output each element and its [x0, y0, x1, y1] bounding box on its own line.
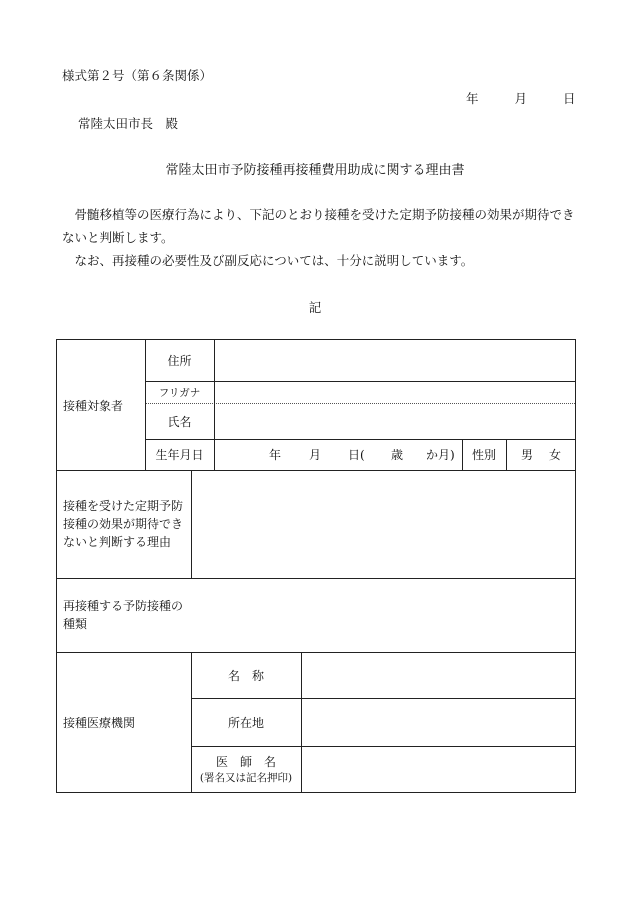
date-month-label: 月 [514, 91, 528, 106]
name-label: 氏名 [167, 414, 192, 429]
furigana-label: フリガナ [158, 386, 201, 399]
address-label: 住所 [167, 354, 192, 368]
document-title: 常陸太田市予防接種再接種費用助成に関する理由書 [165, 163, 465, 178]
institution-name-field[interactable] [302, 652, 575, 698]
form-number: 様式第２号（第６条関係） [62, 68, 213, 83]
reason-label: 接種を受けた定期予防接種の効果が期待できないと判断する理由 [63, 499, 184, 549]
date-year-label: 年 [466, 91, 479, 106]
name-field[interactable] [215, 403, 575, 439]
furigana-field[interactable] [215, 381, 575, 403]
date-day-label: 日 [563, 91, 576, 106]
reason-field[interactable] [192, 470, 575, 578]
addressee: 常陸太田市長 殿 [78, 116, 179, 131]
body-paragraph-1: 骨髄移植等の医療行為により、下記のとおり接種を受けた定期予防接種の効果が期待できないと判断します。 [62, 207, 575, 245]
birthdate-field[interactable] [215, 439, 462, 470]
address-field[interactable] [215, 340, 575, 381]
birthdate-label: 生年月日 [155, 448, 204, 462]
institution-address-label: 所在地 [227, 715, 264, 730]
gender-female-option[interactable]: 女 [549, 448, 562, 462]
age-months-label: か月) [426, 448, 455, 462]
date-line [466, 89, 576, 107]
doctor-name-field[interactable] [302, 746, 575, 792]
vaccine-type-label: 再接種する予防接種の種類 [63, 599, 184, 631]
body-text [62, 203, 582, 272]
institution-name-label: 名 称 [227, 668, 264, 683]
birth-year-label: 年 [269, 448, 282, 462]
ki-heading: 記 [308, 300, 322, 315]
institution-label: 接種医療機関 [63, 715, 136, 730]
birth-day-label: 日( [348, 448, 365, 462]
doctor-name-label: 医 師 名 [215, 755, 276, 769]
gender-field[interactable] [507, 439, 575, 470]
doctor-signature-note: (署名又は記名押印) [199, 772, 293, 784]
form-table [56, 339, 576, 793]
gender-male-option[interactable]: 男 [521, 448, 534, 462]
age-years-label: 歳 [391, 448, 404, 462]
gender-label: 性別 [471, 448, 496, 462]
doctor-name-label-group [191, 746, 301, 792]
recipient-label: 接種対象者 [63, 398, 124, 413]
body-paragraph-2: なお、再接種の必要性及び副反応については、十分に説明しています。 [74, 253, 474, 268]
vaccine-type-field[interactable] [57, 578, 575, 652]
institution-address-field[interactable] [302, 698, 575, 746]
birth-month-label: 月 [309, 448, 322, 462]
